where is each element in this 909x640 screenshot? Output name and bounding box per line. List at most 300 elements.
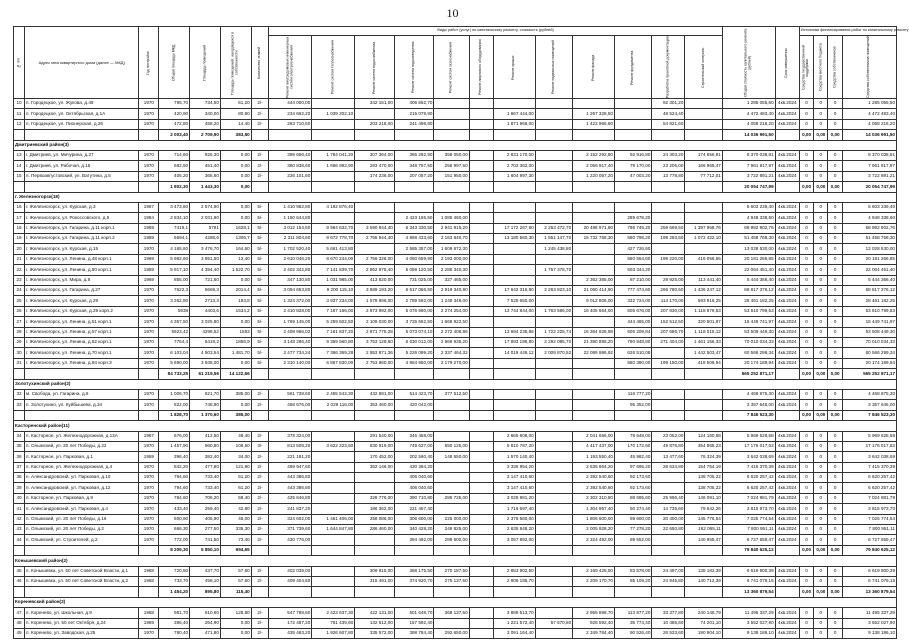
col-fin-1: Средства государственной поддержки <box>799 36 813 99</box>
cell-f4: 79 840 625,12 <box>842 545 896 555</box>
cell-w6 <box>469 628 493 638</box>
cell-b: 4286,6 <box>190 234 221 244</box>
cell-w11: 48 524,40 <box>652 109 685 119</box>
cell-a: 772,00 <box>159 535 190 545</box>
cell-w1: 3 094 653,80 <box>269 286 312 296</box>
cell-w7: 3 091 164,40 <box>493 628 535 638</box>
cell-w9: 1 193 550,40 <box>573 452 615 462</box>
col-work-12: Строительный контроль <box>685 36 722 99</box>
cell-w1: 813 508,20 <box>269 441 312 451</box>
cell-f4: 60 566 299,34 <box>842 348 896 358</box>
cell-w11: 13 778,80 <box>652 171 685 181</box>
cell-n: 46 <box>14 576 25 586</box>
cell-f1: 0 <box>799 358 813 368</box>
table-row <box>14 150 897 160</box>
cell-w11 <box>652 202 685 212</box>
cell-w8 <box>535 150 572 160</box>
cell-w11: 23 052,00 <box>652 431 685 441</box>
cell-n: 21 <box>14 254 25 264</box>
cell-addr: г. Дмитриев, ул. Рабочая, д.15 <box>25 161 139 171</box>
cell-w7 <box>493 244 535 254</box>
cell-f3: 0,00 <box>828 587 842 597</box>
cell-dl: 4кв.2024 <box>775 608 799 618</box>
cell-total: 53 610 799,53 <box>722 306 775 316</box>
cell-w9: 1 220 057,20 <box>573 171 615 181</box>
cell-dl: 4кв.2024 <box>775 389 799 399</box>
cell-b: 458,20 <box>190 119 221 129</box>
cell-f4: 5 444 366,40 <box>842 275 896 285</box>
cell-b: 61 219,56 <box>190 369 221 379</box>
cell-w3: 3 590 844,40 <box>355 223 395 233</box>
cell-f2: 0 <box>814 234 828 244</box>
cell-n <box>14 587 25 597</box>
cell-w4: 6 343 330,50 <box>394 223 434 233</box>
table-row <box>14 234 897 244</box>
cell-w12 <box>685 182 722 192</box>
cell-f2: 0 <box>814 628 828 638</box>
cell-w10: 605 209,84 <box>614 327 651 337</box>
cell-f1: 0 <box>799 337 813 347</box>
cell-f3: 0 <box>828 493 842 503</box>
cell-w12: 1 461 156,33 <box>685 337 722 347</box>
cell-w11 <box>652 130 685 140</box>
cell-f1: 0 <box>799 202 813 212</box>
cell-c: 1 522,70 <box>220 265 251 275</box>
cell-w12: 146 091,10 <box>685 493 722 503</box>
cell-w10: 626 510,08 <box>614 348 651 358</box>
cell-fl: 2/- <box>251 618 269 628</box>
cell-dl <box>775 182 799 192</box>
cell-w11 <box>652 473 685 483</box>
cell-addr: п. Коренево, ул. Заводская, д.25 <box>25 628 139 638</box>
cell-f2: 0,00 <box>814 369 828 379</box>
cell-f2: 0 <box>814 618 828 628</box>
cell-f2: 0,00 <box>814 587 828 597</box>
cell-w9: 2 209 170,70 <box>573 576 615 586</box>
cell-w6 <box>469 171 493 181</box>
cell-w2: 4 192 876,40 <box>312 202 355 212</box>
cell-w6 <box>469 348 493 358</box>
cell-w5: 2 272 408,86 <box>434 327 469 337</box>
cell-fl: 5/- <box>251 358 269 368</box>
cell-addr: п. Городецкое, ул. Пионерская, д.26 <box>25 119 139 129</box>
cell-w9 <box>573 254 615 264</box>
cell-f2: 0 <box>814 327 828 337</box>
cell-c: 0,00 <box>220 182 251 192</box>
cell-w12: 416 056,55 <box>685 254 722 264</box>
cell-w6 <box>469 161 493 171</box>
cell-w4: 348 757,50 <box>394 161 434 171</box>
cell-f3: 0,00 <box>828 182 842 192</box>
cell-b: 960,80 <box>190 441 221 451</box>
cell-w5: 358 050,00 <box>434 150 469 160</box>
cell-a: 2 834,10 <box>159 213 190 223</box>
cell-w4: 215 079,90 <box>394 109 434 119</box>
table-row <box>14 535 897 545</box>
cell-addr: г. Железногорск, ул. Курская, д.29 <box>25 296 139 306</box>
cell-b: 926,30 <box>190 150 221 160</box>
cell-f3: 0 <box>828 306 842 316</box>
cell-b: 1 370,60 <box>190 410 221 420</box>
table-body <box>14 99 897 639</box>
cell-b: 895,80 <box>190 587 221 597</box>
cell-dl: 4кв.2024 <box>775 431 799 441</box>
cell-fl: 5/- <box>251 286 269 296</box>
cell-f2: 0 <box>814 431 828 441</box>
cell-w5: 2 969 935,20 <box>434 337 469 347</box>
cell-c: 164,60 <box>220 244 251 254</box>
cell-w6 <box>469 213 493 223</box>
cell-w4 <box>394 130 434 140</box>
cell-w9: 2 362 365,00 <box>573 275 615 285</box>
cell-w5: 377 512,50 <box>434 389 469 399</box>
cell-year <box>139 369 159 379</box>
cell-addr: п. Александровский, ул. Парковая, д.4 <box>25 504 139 514</box>
cell-year: 1970 <box>139 317 159 327</box>
cell-dl <box>775 587 799 597</box>
cell-w12: 1 397 958,76 <box>685 223 722 233</box>
col-year: Год постройки <box>139 27 159 99</box>
cell-w4: 430 364,20 <box>394 462 434 472</box>
cell-year <box>139 587 159 597</box>
cell-year: 1967 <box>139 202 159 212</box>
cell-w5 <box>434 618 469 628</box>
cell-w2 <box>312 535 355 545</box>
cell-year: 1969 <box>139 618 159 628</box>
district-name: Конышевский район(2) <box>14 556 897 566</box>
cell-w8: 1 245 438,80 <box>535 244 572 254</box>
cell-w8 <box>535 504 572 514</box>
cell-w6 <box>469 587 493 597</box>
cell-c: 48,40 <box>220 431 251 441</box>
cell-fl: 5/- <box>251 317 269 327</box>
cell-c: 61,20 <box>220 473 251 483</box>
cell-f3: 0 <box>828 441 842 451</box>
cell-year: 1970 <box>139 473 159 483</box>
cell-n: 10 <box>14 99 25 109</box>
cell-w7: 5 810 787,20 <box>493 441 535 451</box>
cell-n: 37 <box>14 462 25 472</box>
table-row <box>14 265 897 275</box>
cell-addr: г. Железногорск, ул. Курская, д.29 корп.2 <box>25 306 139 316</box>
cell-f4: 20 174 189,94 <box>842 358 896 368</box>
cell-w7 <box>493 358 535 368</box>
col-fin-4: Средства собственников помещений <box>842 36 896 99</box>
cell-w4 <box>394 587 434 597</box>
cell-f3: 0 <box>828 265 842 275</box>
cell-n <box>14 545 25 555</box>
cell-w9: 2 041 656,00 <box>573 431 615 441</box>
cell-b: 340,00 <box>190 109 221 119</box>
cell-f4: 20 181 266,85 <box>842 254 896 264</box>
cell-f2: 0 <box>814 286 828 296</box>
cell-w12 <box>685 99 722 109</box>
cell-f4: 5 603 239,40 <box>842 202 896 212</box>
table-row <box>14 213 897 223</box>
cell-w4: 346 458,00 <box>394 431 434 441</box>
cell-fl: 2/- <box>251 628 269 638</box>
cell-w1: 469 947,60 <box>269 462 312 472</box>
cell-f3: 0 <box>828 431 842 441</box>
cell-w1: 2 311 804,60 <box>269 234 312 244</box>
cell-addr: п. Касторное, ул. Железнодорожная, д.13А <box>25 431 139 441</box>
cell-c: 73,40 <box>220 535 251 545</box>
cell-w8 <box>535 400 572 410</box>
cell-dl <box>775 130 799 140</box>
cell-f1: 0 <box>799 504 813 514</box>
cell-w12: 113 441,40 <box>685 275 722 285</box>
cell-f3: 0 <box>828 566 842 576</box>
cell-f4: 53 508 449,30 <box>842 327 896 337</box>
cell-w1: 2 410 828,00 <box>269 306 312 316</box>
cell-fl: 2/- <box>251 525 269 535</box>
cell-w8 <box>535 431 572 441</box>
cell-f3: 0 <box>828 504 842 514</box>
cell-w4: 340 428,20 <box>394 525 434 535</box>
cell-w11: 14 735,60 <box>652 504 685 514</box>
cell-b: 4298,52 <box>190 327 221 337</box>
col-work-4: Ремонт систем водоотведения <box>394 36 434 99</box>
cell-dl: 4кв.2024 <box>775 576 799 586</box>
cell-w5 <box>434 109 469 119</box>
cell-b: 4 394,40 <box>190 265 221 275</box>
cell-w5: 368 137,50 <box>434 608 469 618</box>
cell-w5 <box>434 369 469 379</box>
cell-w6 <box>469 389 493 399</box>
cell-w9: 16 364 926,98 <box>573 327 615 337</box>
cell-w9 <box>573 389 615 399</box>
cell-year: 1970 <box>139 161 159 171</box>
cell-w11: 25 996,40 <box>652 493 685 503</box>
cell-f2: 0 <box>814 119 828 129</box>
cell-w6 <box>469 504 493 514</box>
cell-addr: г. Железногорск, ул. Ленина, д.48 корп.1 <box>25 254 139 264</box>
table-row <box>14 317 897 327</box>
cell-a: 405,20 <box>159 171 190 181</box>
cell-n: 14 <box>14 161 25 171</box>
cell-total: 60 566 299,34 <box>722 348 775 358</box>
cell-f1: 0,00 <box>799 410 813 420</box>
cell-f2: 0,00 <box>814 545 828 555</box>
cell-w5: 2 193 000,00 <box>434 254 469 264</box>
cell-a: 842,20 <box>159 462 190 472</box>
cell-total: 5 603 239,40 <box>722 202 775 212</box>
cell-addr: п. Александровский, ул. Парковая, д.12 <box>25 483 139 493</box>
cell-w3 <box>355 202 395 212</box>
cell-fl: 5/- <box>251 234 269 244</box>
col-number: № п/п <box>14 27 25 99</box>
cell-b: 405,90 <box>190 514 221 524</box>
table-row <box>14 244 897 254</box>
cell-w2: 5 259 502,50 <box>312 317 355 327</box>
cell-addr: г. Железногорск, ул. Ленина, д.51 корп.1 <box>25 317 139 327</box>
cell-w1: 409 404,60 <box>269 576 312 586</box>
cell-w2: 6 867 830,00 <box>312 358 355 368</box>
cell-total: 68 817 376,12 <box>722 286 775 296</box>
cell-w7: 2 906 185,70 <box>493 576 535 586</box>
cell-total: 6 741 079,15 <box>722 576 775 586</box>
cell-addr: г. Железногорск, ул. Ленина, д.57 корп.1 <box>25 327 139 337</box>
cell-c: 34,00 <box>220 452 251 462</box>
cell-addr: п. Первоавгустовский, ул. Ватутина, д.5 <box>25 171 139 181</box>
cell-w11 <box>652 244 685 254</box>
cell-dl: 4кв.2024 <box>775 244 799 254</box>
cell-n: 45 <box>14 566 25 576</box>
cell-w10: 77 278,20 <box>614 525 651 535</box>
cell-f1: 0 <box>799 234 813 244</box>
cell-year: 1970 <box>139 327 159 337</box>
district-group-row <box>14 192 897 202</box>
cell-w7: 3 028 881,20 <box>493 493 535 503</box>
cell-w11: 13 477,60 <box>652 452 685 462</box>
cell-year: 1984 <box>139 213 159 223</box>
cell-dl: 4кв.2024 <box>775 265 799 275</box>
cell-f4: 565 252 871,17 <box>842 369 896 379</box>
cell-a: 2 003,40 <box>159 130 190 140</box>
cell-addr: п. Олымский, ул. Строителей, д.2 <box>25 535 139 545</box>
cell-f3: 0,00 <box>828 369 842 379</box>
cell-w5: 2 919 340,90 <box>434 286 469 296</box>
cell-n: 25 <box>14 296 25 306</box>
cell-total: 11 495 337,29 <box>722 608 775 618</box>
cell-w11: 29 925,00 <box>652 275 685 285</box>
cell-year: 1970 <box>139 337 159 347</box>
cell-w12 <box>685 369 722 379</box>
table-row <box>14 452 897 462</box>
cell-a: 396,40 <box>159 452 190 462</box>
cell-w3: 315 491,00 <box>355 576 395 586</box>
cell-w5 <box>434 202 469 212</box>
cell-w4: 365 282,90 <box>394 150 434 160</box>
cell-f3: 0 <box>828 348 842 358</box>
cell-w8 <box>535 628 572 638</box>
cell-w8 <box>535 493 572 503</box>
cell-f4: 70 010 034,33 <box>842 337 896 347</box>
district-group-row <box>14 379 897 389</box>
cell-w3: 362 146,00 <box>355 462 395 472</box>
district-name: Золотухинский район(2) <box>14 379 897 389</box>
cell-c: 14,40 <box>220 119 251 129</box>
cell-w12: 76 324,39 <box>685 452 722 462</box>
cell-fl <box>251 369 269 379</box>
cell-w3: 353 460,00 <box>355 400 395 410</box>
cell-w1: 3 012 154,60 <box>269 223 312 233</box>
cell-dl: 4кв.2024 <box>775 400 799 410</box>
cell-dl: 4кв.2024 <box>775 514 799 524</box>
cell-w7 <box>493 410 535 420</box>
cell-addr <box>25 369 139 379</box>
cell-w5: 286 725,00 <box>434 493 469 503</box>
cell-w2 <box>312 545 355 555</box>
cell-b: 4 503,54 <box>190 348 221 358</box>
cell-dl: 4кв.2024 <box>775 462 799 472</box>
capital-repair-table <box>13 26 909 639</box>
cell-w4: 420 042,00 <box>394 400 434 410</box>
cell-w9: 2 955 898,70 <box>573 608 615 618</box>
cell-total: 3 642 038,69 <box>722 452 775 462</box>
cell-w3 <box>355 182 395 192</box>
cell-addr: п. Александровский, ул. Парковая, д.10 <box>25 473 139 483</box>
cell-fl <box>251 410 269 420</box>
cell-f2: 0 <box>814 223 828 233</box>
cell-n: 30 <box>14 348 25 358</box>
cell-w6 <box>469 130 493 140</box>
cell-f2: 0 <box>814 337 828 347</box>
cell-f2: 0 <box>814 441 828 451</box>
cell-f3: 0 <box>828 608 842 618</box>
cell-a: 1 828,70 <box>159 410 190 420</box>
cell-f2: 0 <box>814 244 828 254</box>
cell-f2: 0 <box>814 171 828 181</box>
cell-f1: 0 <box>799 514 813 524</box>
cell-w1: 324 602,00 <box>269 514 312 524</box>
cell-year: 1970 <box>139 150 159 160</box>
cell-w9 <box>573 244 615 254</box>
table-row <box>14 525 897 535</box>
cell-w5 <box>434 182 469 192</box>
cell-w6 <box>469 234 493 244</box>
cell-total: 5 969 628,58 <box>722 431 775 441</box>
cell-w9: 2 324 492,00 <box>573 535 615 545</box>
cell-b: 3 025,80 <box>190 317 221 327</box>
cell-total: 20 174 189,94 <box>722 358 775 368</box>
cell-w3: 342 151,00 <box>355 99 395 109</box>
cell-c: 1593 <box>220 327 251 337</box>
cell-w11: 207 686,70 <box>652 327 685 337</box>
district-group-row <box>14 140 897 150</box>
table-row <box>14 389 897 399</box>
cell-fl: 5/- <box>251 223 269 233</box>
cell-c: 61,20 <box>220 99 251 109</box>
cell-w10: 170 172,60 <box>614 441 651 451</box>
table-row <box>14 514 897 524</box>
cell-w9 <box>573 317 615 327</box>
cell-c: 13,40 <box>220 254 251 264</box>
cell-w10: 35 774,40 <box>614 618 651 628</box>
cell-year: 1970 <box>139 400 159 410</box>
cell-w8 <box>535 525 572 535</box>
cell-fl: 2/- <box>251 535 269 545</box>
cell-w5 <box>434 462 469 472</box>
cell-n: 33 <box>14 400 25 410</box>
cell-f3: 0 <box>828 275 842 285</box>
cell-fl: 5/- <box>251 348 269 358</box>
cell-dl: 4кв.2024 <box>775 483 799 493</box>
cell-total: 3 357 646,00 <box>722 400 775 410</box>
cell-addr <box>25 182 139 192</box>
cell-w3: 174 236,00 <box>355 171 395 181</box>
cell-total: 4 468 875,30 <box>722 389 775 399</box>
cell-fl: 2/- <box>251 99 269 109</box>
col-work-9: Ремонт фасада <box>573 36 615 99</box>
cell-w5: 1 609 672,30 <box>434 244 469 254</box>
cell-addr: п. Олымский, ул. 20 лет Победы, д.22 <box>25 441 139 451</box>
cell-w6 <box>469 576 493 586</box>
cell-a: 666,30 <box>159 525 190 535</box>
cell-w10: 113 877,20 <box>614 608 651 618</box>
district-group-row <box>14 597 897 607</box>
cell-w4: 4 868 433,60 <box>394 234 434 244</box>
cell-w5: 255 997,50 <box>434 161 469 171</box>
cell-a: 5 690,00 <box>159 358 190 368</box>
cell-a: 7754,4 <box>159 337 190 347</box>
cell-w10: 50 274,40 <box>614 504 651 514</box>
cell-dl: 4кв.2024 <box>775 306 799 316</box>
cell-w11: 22 650,80 <box>652 525 685 535</box>
cell-f3: 0 <box>828 109 842 119</box>
cell-c: 57,60 <box>220 566 251 576</box>
cell-w4: 2 423 155,50 <box>394 213 434 223</box>
